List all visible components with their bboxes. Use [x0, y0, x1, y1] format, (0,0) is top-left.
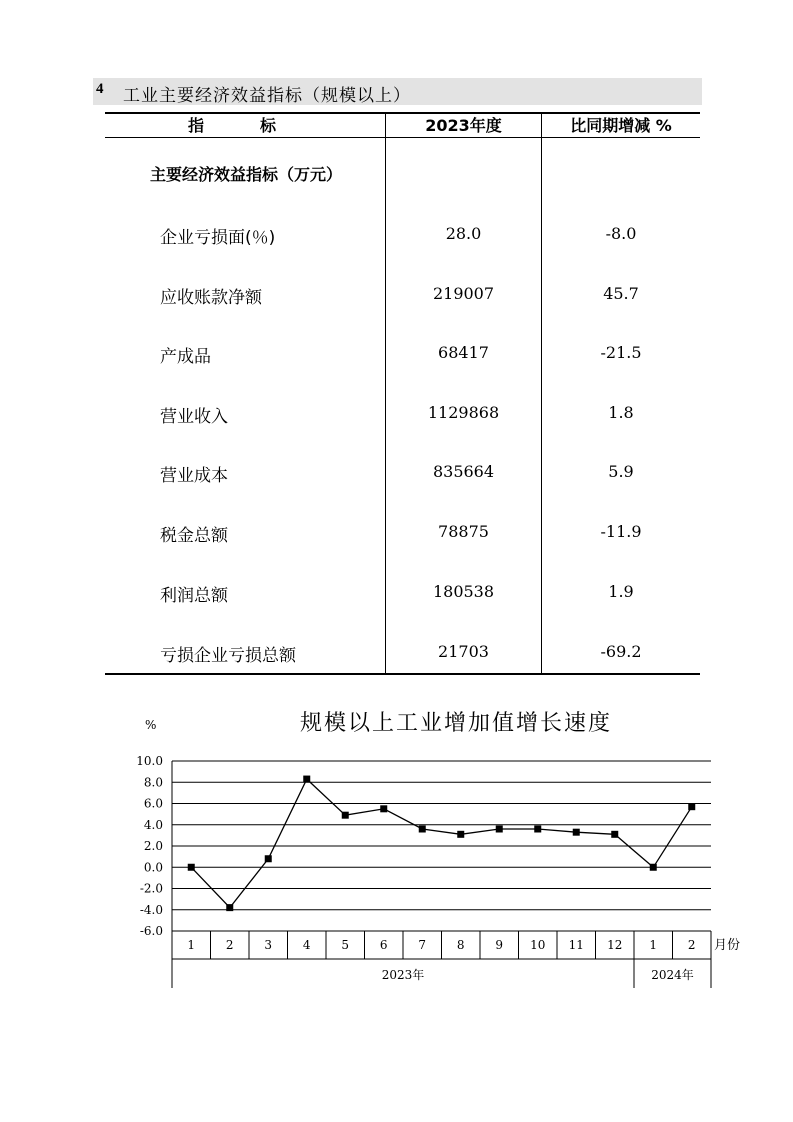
x-tick-label: 4 [302, 938, 311, 952]
row-value: 1129868 [427, 403, 500, 422]
row-change: 1.9 [608, 582, 634, 601]
row-change: 45.7 [603, 284, 639, 303]
x-group-label: 2024年 [651, 968, 694, 982]
y-tick-label: 10.0 [136, 754, 163, 768]
x-tick-label: 9 [495, 938, 504, 952]
x-tick-label: 12 [607, 938, 623, 952]
data-point [188, 864, 195, 871]
x-tick-label: 6 [379, 938, 388, 952]
data-point [688, 803, 695, 810]
y-axis-unit: % [145, 718, 157, 732]
x-tick-label: 7 [418, 938, 427, 952]
row-change: -69.2 [600, 642, 642, 661]
row-name: 营业收入 [160, 407, 228, 427]
row-value: 21703 [438, 642, 489, 661]
row-name: 亏损企业亏损总额 [160, 646, 296, 666]
row-name: 企业亏损面(％) [160, 228, 276, 248]
section-title: 工业主要经济效益指标（规模以上） [123, 86, 411, 106]
x-tick-label: 2 [687, 938, 696, 952]
x-axis-unit: 月份 [714, 938, 741, 953]
data-point [611, 831, 618, 838]
data-point [380, 805, 387, 812]
data-point [303, 776, 310, 783]
header-change: 比同期增减 % [570, 116, 672, 135]
data-point [534, 826, 541, 833]
row-change: -21.5 [600, 343, 642, 362]
row-value: 78875 [438, 522, 489, 541]
y-tick-label: 8.0 [143, 775, 163, 790]
x-tick-label: 11 [568, 938, 584, 952]
x-tick-label: 5 [341, 938, 350, 952]
data-point [573, 829, 580, 836]
y-tick-label: -4.0 [139, 902, 163, 917]
x-tick-label: 2 [225, 938, 234, 952]
chart-title: 规模以上工业增加值增长速度 [300, 711, 613, 736]
y-tick-label: 0.0 [143, 860, 163, 875]
data-point [496, 826, 503, 833]
x-tick-label: 8 [456, 938, 465, 952]
row-change: 5.9 [608, 462, 634, 481]
y-tick-label: 4.0 [143, 817, 163, 832]
x-group-label: 2023年 [381, 968, 425, 982]
x-tick-label: 1 [187, 938, 196, 952]
y-tick-label: 2.0 [143, 839, 163, 853]
data-point [226, 904, 233, 911]
y-tick-label: -6.0 [139, 924, 163, 938]
row-name: 营业成本 [160, 466, 228, 486]
data-point [419, 826, 426, 833]
row-value: 180538 [432, 582, 495, 601]
row-value: 219007 [432, 284, 495, 303]
x-tick-label: 10 [530, 938, 546, 952]
row-name: 应收账款净额 [160, 288, 262, 308]
data-point [650, 864, 657, 871]
row-name: 产成品 [160, 347, 211, 367]
row-value: 68417 [438, 343, 489, 362]
data-point [342, 812, 349, 819]
y-tick-label: -2.0 [139, 881, 163, 896]
row-change: -8.0 [605, 224, 637, 243]
header-year: 2023年度 [425, 116, 502, 135]
data-point [457, 831, 464, 838]
table-group-label: 主要经济效益指标（万元） [150, 165, 343, 184]
header-indicator: 指标 [187, 116, 332, 135]
x-tick-label: 1 [649, 938, 658, 952]
row-change: 1.8 [608, 403, 634, 422]
row-value: 28.0 [445, 224, 482, 243]
row-change: -11.9 [600, 522, 642, 541]
row-name: 利润总额 [160, 586, 228, 606]
section-number: 4 [96, 81, 104, 97]
data-point [265, 855, 272, 862]
row-name: 税金总额 [160, 526, 228, 546]
row-value: 835664 [432, 462, 495, 481]
x-tick-label: 3 [264, 938, 273, 952]
y-tick-label: 6.0 [143, 796, 163, 811]
